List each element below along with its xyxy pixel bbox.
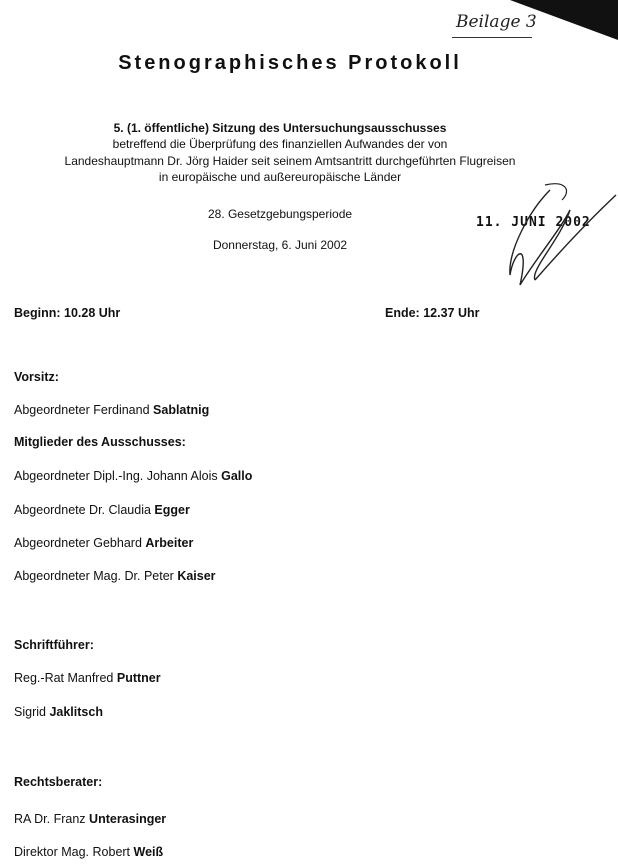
handwritten-signature [490, 170, 618, 290]
session-line-2: betreffend die Überprüfung des finanziellen Aufwandes der von [112, 137, 448, 151]
advisor-item: RA Dr. Franz Unterasinger [14, 812, 167, 826]
annex-label: Beilage 3 [456, 12, 537, 32]
secretary-item: Reg.-Rat Manfred Puttner [14, 671, 161, 685]
secretary-item: Sigrid Jaklitsch [14, 705, 103, 719]
legislative-period: 28. Gesetzgebungsperiode [207, 207, 353, 221]
annex-underline [452, 37, 532, 38]
advisor-item: Direktor Mag. Robert Weiß [14, 845, 164, 859]
secretaries-heading: Schriftführer: [14, 638, 94, 652]
advisors-heading: Rechtsberater: [14, 775, 103, 789]
session-line-3: Landeshauptmann Dr. Jörg Haider seit seinem Amtsantritt durchgeführten Flugreisen [64, 154, 516, 168]
document-title: Stenographisches Protokoll [118, 52, 462, 74]
chair-member: Abgeordneter Ferdinand Sablatnig [14, 403, 210, 417]
session-line-1: 5. (1. öffentliche) Sitzung des Untersuchungsausschusses [113, 121, 447, 135]
end-time: Ende: 12.37 Uhr [385, 306, 480, 320]
members-heading: Mitglieder des Ausschusses: [14, 435, 186, 449]
member-item: Abgeordneter Dipl.-Ing. Johann Alois Gallo [14, 469, 253, 483]
member-item: Abgeordneter Mag. Dr. Peter Kaiser [14, 569, 216, 583]
begin-time: Beginn: 10.28 Uhr [14, 306, 121, 320]
member-item: Abgeordneter Gebhard Arbeiter [14, 536, 194, 550]
member-item: Abgeordnete Dr. Claudia Egger [14, 503, 190, 517]
session-date: Donnerstag, 6. Juni 2002 [212, 238, 348, 252]
received-stamp-date: 11. JUNI 2002 [476, 215, 591, 230]
chair-heading: Vorsitz: [14, 370, 59, 384]
session-line-4: in europäische und außereuropäische Länder [158, 170, 402, 184]
